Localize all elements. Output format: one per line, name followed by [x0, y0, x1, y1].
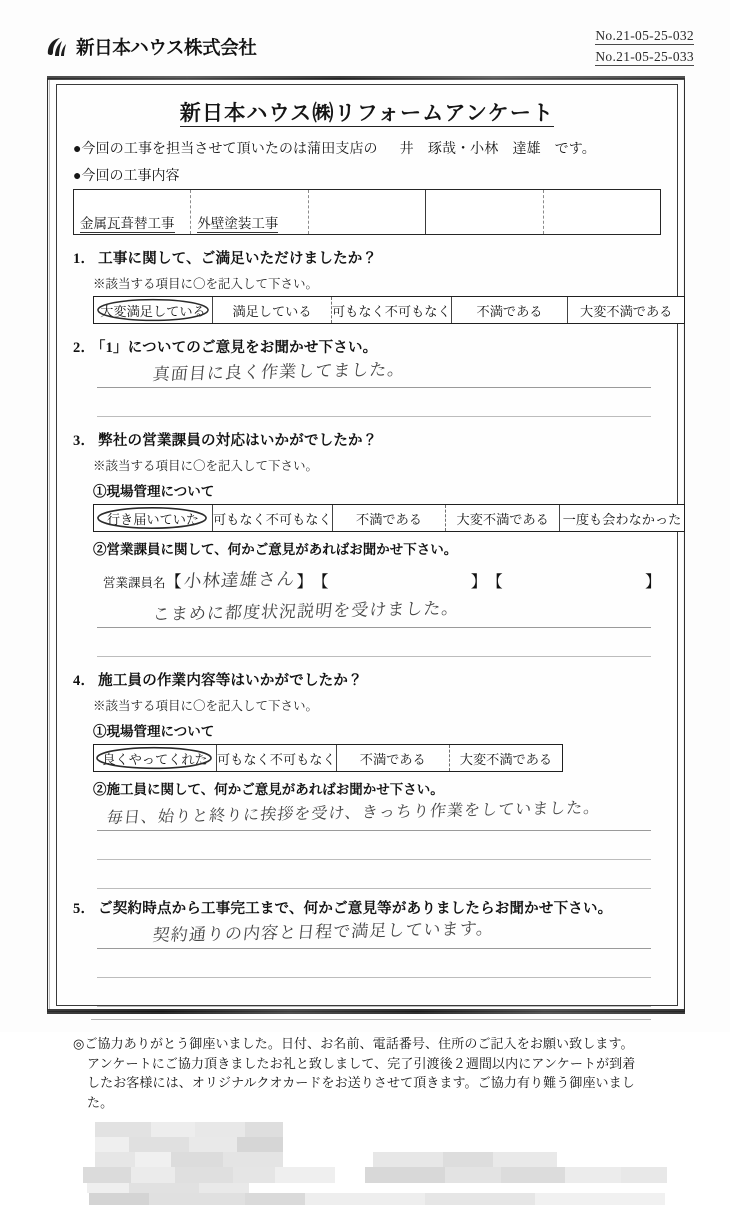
q1-option-4-label: 大変不満である [580, 303, 673, 319]
q3-option-2[interactable] [332, 505, 446, 531]
sheet-inner-frame [56, 84, 682, 1110]
q3-option-1-label: 可もなく不可もなく [213, 511, 332, 527]
q3-option-2-label: 不満である [356, 511, 422, 527]
footer-note-line-1: ◎ご協力ありがとう御座いました。日付、お名前、電話番号、住所のご記入をお願い致します。 [73, 1036, 634, 1051]
q4-option-2[interactable] [336, 745, 449, 771]
sales-staff-name-label: 営業課員名 [103, 576, 166, 590]
question-3 [73, 429, 661, 450]
page-title-text: 新日本ハウス㈱リフォームアンケート [179, 101, 555, 125]
question-4-options [93, 744, 563, 772]
answer-line [97, 797, 651, 831]
work-content-table [73, 189, 661, 235]
bracket-open-icon: 【 [165, 574, 182, 591]
answer-line [97, 388, 651, 417]
staff-intro-suffix: です。 [554, 142, 596, 157]
q3-option-3-label: 大変不満である [456, 511, 549, 527]
document-number-2: No.21-05-25-033 [595, 49, 694, 64]
q3-option-4-label: 一度も会わなかった [562, 511, 682, 527]
answer-line [97, 860, 651, 889]
footer-note-line-2: アンケートにご協力頂きましたお礼と致しまして、完了引渡後２週間以内にアンケートが到着 [87, 1055, 636, 1071]
question-4-number: 4． [73, 673, 96, 689]
staff-intro-prefix: ●今回の工事を担当させて頂いたのは蒲田支店の [73, 142, 378, 157]
question-5-answer: 契約通りの内容と日程で満足しています。 [151, 918, 496, 946]
q1-option-4[interactable] [567, 297, 684, 323]
q4-option-0[interactable] [94, 745, 216, 771]
question-2-answer-area[interactable] [97, 359, 651, 417]
question-3-note: ※該当する項目に〇を記入して下さい。 [93, 459, 319, 473]
q3-option-4[interactable] [559, 505, 684, 531]
question-4 [73, 669, 661, 690]
staff-separator: ・ [456, 142, 471, 157]
staff-name-2: 小林 達雄 [470, 142, 541, 157]
q3-option-1[interactable] [212, 505, 332, 531]
q1-option-1-label: 満足している [232, 303, 312, 319]
q4-option-1-label: 可もなく不可もなく [217, 751, 336, 767]
question-1-text: 工事に関して、ご満足いただけましたか？ [98, 251, 378, 267]
work-cell-3 [308, 190, 425, 234]
answer-line [97, 628, 651, 657]
answer-line [97, 978, 651, 1007]
bracket-close-icon: 】 [296, 574, 313, 591]
question-4-sub-heading: ①現場管理について [93, 724, 215, 739]
question-3-options [93, 504, 685, 532]
answer-line [97, 599, 651, 628]
bracket-open-icon: 【 [312, 574, 329, 591]
work-content-heading: ●今回の工事内容 [73, 169, 180, 184]
company-name: 新日本ハウス株式会社 [76, 38, 257, 59]
page-title [57, 97, 677, 127]
work-item-2: 外壁塗装工事 [197, 212, 278, 233]
q3-option-3[interactable] [445, 505, 559, 531]
question-5-answer-area[interactable] [97, 920, 651, 1007]
sales-staff-name-value: 小林達雄さん [182, 569, 296, 592]
q1-option-2[interactable] [331, 297, 451, 323]
question-5-number: 5． [73, 901, 96, 917]
sales-staff-name-row[interactable] [103, 568, 661, 593]
q4-option-0-label: 良くやってくれた [102, 751, 208, 767]
question-5 [73, 897, 661, 918]
question-4-text: 施工員の作業内容等はいかがでしたか？ [98, 673, 363, 689]
question-4-note: ※該当する項目に〇を記入して下さい。 [93, 699, 319, 713]
work-item-1: 金属瓦葺替工事 [80, 212, 175, 233]
question-1-number: 1． [73, 251, 96, 267]
question-3-number: 3． [73, 433, 96, 449]
work-cell-4 [425, 190, 542, 234]
work-cell-1 [74, 190, 190, 234]
q1-option-0-label: 大変満足している [100, 303, 206, 319]
bracket-close-icon: 】 [470, 574, 487, 591]
q3-option-0-label: 行き届いていた [106, 511, 200, 527]
staff-name-1: 井 琢哉 [399, 142, 457, 157]
question-1-note: ※該当する項目に〇を記入して下さい。 [93, 277, 319, 291]
q3-option-0[interactable] [94, 505, 212, 531]
q4-option-1[interactable] [216, 745, 336, 771]
shin-nihon-house-logo-icon [44, 35, 69, 60]
q4-option-2-label: 不満である [359, 751, 426, 767]
question-2 [73, 336, 661, 357]
personal-info-redacted [73, 1120, 661, 1206]
q1-option-1[interactable] [212, 297, 331, 323]
question-4-sub-question: ②施工員に関して、何かご意見があればお聞かせ下さい。 [93, 782, 444, 797]
q1-option-3[interactable] [451, 297, 568, 323]
question-2-answer: 真面目に良く作業してました。 [151, 359, 407, 385]
answer-line [97, 920, 651, 949]
q1-option-0[interactable] [94, 297, 212, 323]
document-number-1: No.21-05-25-032 [595, 28, 694, 43]
question-4-answer-area[interactable] [97, 797, 651, 889]
question-2-text: 「1」についてのご意見をお聞かせ下さい。 [98, 340, 378, 356]
question-3-text: 弊社の営業課員の対応はいかがでしたか？ [98, 433, 378, 449]
question-2-number: 2． [73, 340, 96, 356]
answer-line [97, 949, 651, 978]
q4-option-3[interactable] [449, 745, 562, 771]
footer-note-line-3: したお客様には、オリジナルクオカードをお送りさせて頂きます。ご協力有り難う御座いました。 [87, 1075, 635, 1110]
bracket-close-icon: 】 [644, 574, 661, 591]
question-3-sub-heading: ①現場管理について [93, 484, 215, 499]
document-numbers [595, 28, 694, 70]
bracket-open-icon: 【 [486, 574, 503, 591]
work-cell-5 [543, 190, 660, 234]
work-cell-2 [190, 190, 307, 234]
q4-option-3-label: 大変不満である [459, 751, 553, 767]
question-5-text: ご契約時点から工事完工まで、何かご意見等がありましたらお聞かせ下さい。 [98, 901, 613, 917]
question-3-sub-question: ②営業課員に関して、何かご意見があればお聞かせ下さい。 [93, 542, 458, 557]
q1-option-3-label: 不満である [476, 303, 543, 319]
footer-note [73, 1034, 661, 1112]
answer-line [97, 831, 651, 860]
question-3-answer-area[interactable] [97, 599, 651, 657]
question-1-options [93, 296, 685, 324]
answer-line [97, 359, 651, 388]
question-3-answer: こまめに都度状況説明を受けました。 [151, 598, 461, 625]
q1-option-2-label: 可もなく不可もなく [332, 303, 451, 319]
question-4-answer: 毎日、始りと終りに挨拶を受け、きっちり作業をしていました。 [105, 797, 602, 827]
question-1 [73, 247, 661, 268]
footer-divider [91, 1019, 651, 1020]
survey-sheet [47, 78, 685, 1110]
staff-intro-line [73, 138, 661, 158]
company-brand [44, 34, 256, 60]
masthead [44, 28, 694, 74]
